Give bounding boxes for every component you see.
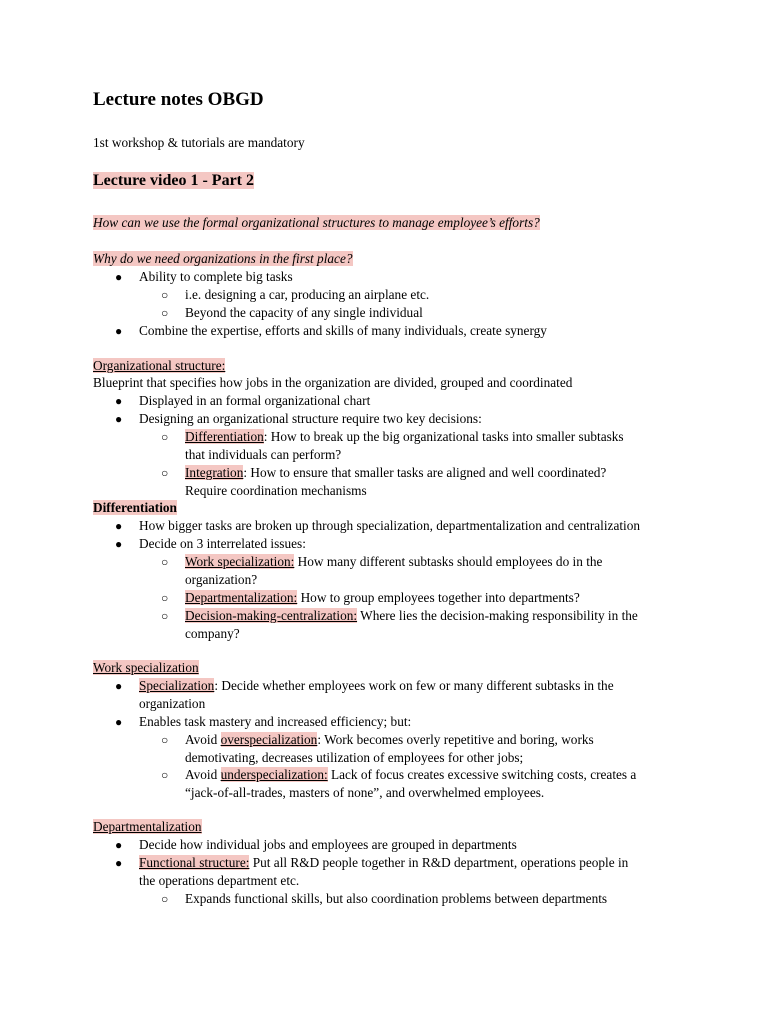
term-work-specialization: Work specialization:: [185, 554, 295, 569]
bullet-icon: ●: [115, 412, 123, 426]
list-item-continuation: demotivating, decreases utilization of employees for other jobs;: [185, 750, 524, 765]
list-item: Enables task mastery and increased efficiency; but:: [139, 714, 412, 729]
work-specialization-heading: Work specialization: [93, 660, 199, 675]
list-item: Avoid overspecialization: Work becomes overly repetitive and boring, works: [185, 732, 594, 747]
bullet-icon: ●: [115, 679, 123, 693]
question-2: Why do we need organizations in the first place?: [93, 251, 353, 266]
document-title: Lecture notes OBGD: [93, 89, 264, 110]
org-definition: Blueprint that specifies how jobs in the organization are divided, grouped and coordinated: [93, 375, 573, 390]
bullet-icon: ●: [115, 856, 123, 870]
list-item: Specialization: Decide whether employees work on few or many different subtasks in the: [139, 678, 614, 693]
bullet-icon: ●: [115, 324, 123, 338]
circle-bullet-icon: ○: [161, 609, 169, 623]
list-item: Avoid underspecialization: Lack of focus creates excessive switching costs, creates a: [185, 767, 637, 782]
list-item: Departmentalization: How to group employees together into departments?: [185, 590, 580, 605]
list-item: Work specialization: How many different subtasks should employees do in the: [185, 554, 603, 569]
list-item: Combine the expertise, efforts and skills of many individuals, create synergy: [139, 323, 547, 338]
list-item-continuation: that individuals can perform?: [185, 447, 342, 462]
departmentalization-heading: Departmentalization: [93, 819, 202, 834]
list-item-continuation: the operations department etc.: [139, 873, 300, 888]
list-item-continuation: company?: [185, 626, 240, 641]
list-item: Differentiation: How to break up the big organizational tasks into smaller subtasks: [185, 429, 624, 444]
circle-bullet-icon: ○: [161, 288, 169, 302]
list-item: Designing an organizational structure require two key decisions:: [139, 411, 482, 426]
list-item: How bigger tasks are broken up through specialization, departmentalization and centralization: [139, 518, 641, 533]
bullet-icon: ●: [115, 715, 123, 729]
circle-bullet-icon: ○: [161, 892, 169, 906]
circle-bullet-icon: ○: [161, 430, 169, 444]
differentiation-heading: Differentiation: [93, 500, 177, 515]
list-item-continuation: “jack-of-all-trades, masters of none”, and overwhelmed employees.: [185, 785, 545, 800]
list-item: Displayed in an formal organizational chart: [139, 393, 371, 408]
org-structure-heading: Organizational structure:: [93, 358, 226, 373]
list-item: Beyond the capacity of any single individual: [185, 305, 423, 320]
circle-bullet-icon: ○: [161, 768, 169, 782]
bullet-icon: ●: [115, 537, 123, 551]
term-overspecialization: overspecialization: [220, 732, 318, 747]
list-item: i.e. designing a car, producing an airplane etc.: [185, 287, 430, 302]
list-item: Decision-making-centralization: Where lies the decision-making responsibility in the: [185, 608, 638, 623]
bullet-icon: ●: [115, 270, 123, 284]
term-functional-structure: Functional structure:: [139, 855, 250, 870]
circle-bullet-icon: ○: [161, 466, 169, 480]
question-1: How can we use the formal organizational structures to manage employee’s efforts?: [93, 215, 540, 230]
bullet-icon: ●: [115, 519, 123, 533]
bullet-icon: ●: [115, 838, 123, 852]
list-item: Decide on 3 interrelated issues:: [139, 536, 306, 551]
term-underspecialization: underspecialization:: [220, 767, 328, 782]
list-item: Decide how individual jobs and employees are grouped in departments: [139, 837, 517, 852]
list-item: Ability to complete big tasks: [139, 269, 293, 284]
circle-bullet-icon: ○: [161, 591, 169, 605]
circle-bullet-icon: ○: [161, 306, 169, 320]
term-differentiation: Differentiation: [185, 429, 264, 444]
list-item: Functional structure: Put all R&D people together in R&D department, operations people in: [139, 855, 629, 870]
term-departmentalization: Departmentalization:: [185, 590, 298, 605]
circle-bullet-icon: ○: [161, 555, 169, 569]
list-item-continuation: Require coordination mechanisms: [185, 483, 367, 498]
section-heading: Lecture video 1 - Part 2: [93, 172, 254, 189]
bullet-icon: ●: [115, 394, 123, 408]
intro-line: 1st workshop & tutorials are mandatory: [93, 135, 305, 150]
term-centralization: Decision-making-centralization:: [185, 608, 358, 623]
term-integration: Integration: [185, 465, 244, 480]
list-item: Integration: How to ensure that smaller tasks are aligned and well coordinated?: [185, 465, 607, 480]
term-specialization: Specialization: [139, 678, 215, 693]
circle-bullet-icon: ○: [161, 733, 169, 747]
list-item-continuation: organization: [139, 696, 206, 711]
list-item-continuation: organization?: [185, 572, 258, 587]
list-item: Expands functional skills, but also coordination problems between departments: [185, 891, 608, 906]
